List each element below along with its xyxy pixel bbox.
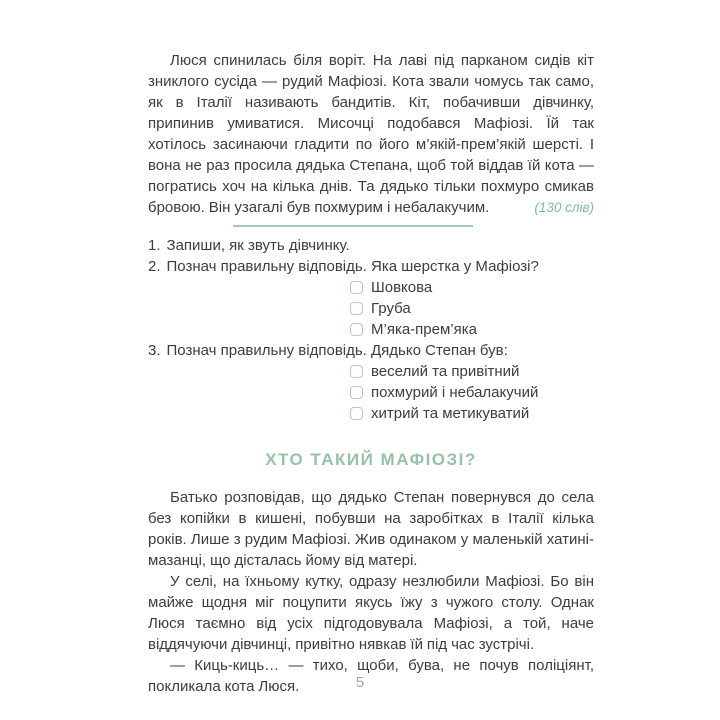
task-number: 3. [148, 342, 161, 359]
checkbox[interactable] [350, 302, 363, 315]
section-paragraph-dialogue: — Киць-киць… — тихо, щоби, бува, не почув поліціянт, покликала кота Люся. [148, 657, 594, 695]
option-row [350, 403, 594, 424]
task-text: Познач правильну відповідь. Яка шерстка у Мафіозі? [166, 258, 539, 275]
option-label: хитрий та метикуватий [371, 405, 530, 422]
section-heading: ХТО ТАКИЙ МАФІОЗІ? [265, 450, 477, 469]
option-row [350, 319, 594, 340]
checkbox[interactable] [350, 407, 363, 420]
task-item-2 [148, 256, 594, 277]
section-paragraph: У селі, на їхньому кутку, одразу незлюбили Мафіозі. Бо він майже щодня міг поцупити якусь їжу з чужого столу. Однак Люся таємно від усіх підгодовувала Мафіозі, а той, наче віддячуючи дівчинці, привітно нявкав їй під час зустрічі. [148, 573, 594, 653]
task-item-3 [148, 340, 594, 361]
separator-line [233, 225, 473, 227]
task-2-options [350, 277, 594, 340]
task-item-1 [148, 235, 594, 256]
option-label: Груба [371, 300, 411, 317]
option-row [350, 277, 594, 298]
section-paragraph: Батько розповідав, що дядько Степан повернувся до села без копійки в кишені, побувши на заробітках в Італії кілька років. Лише з рудим Мафіозі. Жив одинаком у маленькій хатині-мазанці, що дісталась йому від матері. [148, 489, 594, 569]
option-label: Шовкова [371, 279, 433, 296]
option-label: веселий та привітний [371, 363, 520, 380]
section-body [148, 487, 594, 697]
word-count-label: (130 слів) [534, 200, 594, 215]
checkbox[interactable] [350, 365, 363, 378]
option-label: М’яка-прем’яка [371, 321, 477, 338]
task-text: Запиши, як звуть дівчинку. [166, 237, 350, 254]
task-number: 2. [148, 258, 161, 275]
option-row [350, 382, 594, 403]
checkbox[interactable] [350, 281, 363, 294]
page-number: 5 [355, 674, 365, 691]
option-label: похмурий і небалакучий [371, 384, 539, 401]
story-paragraph: Люся спинилась біля воріт. На лаві під парканом сидів кіт зниклого сусіда — рудий Мафіозі. Кота звали чомусь так само, як в Італії називають бандитів. Кіт, побачивши дівчинку, припинив умиватися. Мисочці подобався Мафіозі. Їй так хотілось засинаючи гладити по його м’якій-прем’якій шерсті. І вона не раз просила дядька Степана, щоб той віддав їй кота — погратись хоч на кілька днів. Та дядько тільки похмуро смикав бровою. Він узагалі був похмурим і небалакучим. [148, 52, 594, 216]
option-row [350, 298, 594, 319]
text-column [148, 50, 594, 697]
checkbox[interactable] [350, 386, 363, 399]
checkbox[interactable] [350, 323, 363, 336]
task-number: 1. [148, 237, 161, 254]
option-row [350, 361, 594, 382]
task-3-options [350, 361, 594, 424]
task-text: Познач правильну відповідь. Дядько Степан був: [166, 342, 508, 359]
